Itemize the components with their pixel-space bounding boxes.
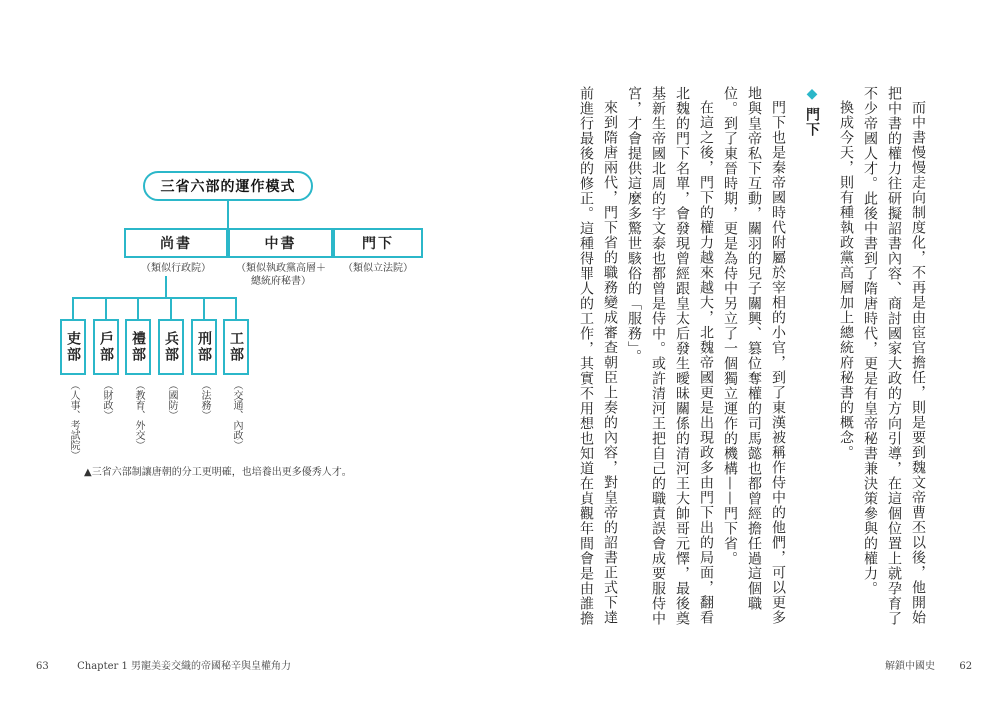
ministry-box-li: 吏部: [60, 319, 86, 375]
section-title: 門下: [804, 107, 820, 137]
department-note-menxia: （類似立法院）: [343, 263, 413, 274]
ministry-box-rites: 禮部: [125, 319, 151, 375]
paragraph: 門下也是秦帝國時代附屬於宰相的小官，到了東漢被稱作侍中的他們，可以更多地與皇帝私下互動，關羽的兒子關興、篡位奪權的司馬懿也都曾經擔任過這個職位。到了東晉時期，更是為侍中另立了一個獨立運作的機構——門下省。: [722, 86, 786, 625]
paragraph: 來到隋唐兩代，門下省的職務變成審查朝臣上奏的內容，對皇帝的詔書正式下達前進行最後的修正。這種得罪人的工作，其實不用想也知道在貞觀年間會是由誰擔: [578, 86, 618, 626]
ministry-note-li: （人事、考試院）: [68, 380, 79, 460]
ministry-box-works: 工部: [223, 319, 249, 375]
connector-line: [235, 297, 237, 319]
ministry-box-war: 兵部: [158, 319, 184, 375]
diagram-title: 三省六部的運作模式: [143, 171, 313, 201]
book-title: 解鎖中國史: [885, 661, 935, 672]
paragraph: 在這之後，門下的權力越來越大，北魏帝國更是出現政多由門下出的局面，翻看北魏的門下名單，會發現曾經跟皇太后發生曖昧關係的清河王大帥哥元懌，最後奠基新生帝國北周的宇文泰也都曾是侍中。或許清河王把自己的職責誤會成要服侍中宮，才會提供這麼多驚世駭俗的「服務」。: [626, 86, 714, 626]
section-heading: [800, 86, 824, 636]
connector-line: [227, 201, 229, 228]
ministry-note-justice: （法務）: [199, 380, 210, 420]
department-box-menxia: 門下: [333, 228, 423, 258]
connector-line: [72, 297, 236, 299]
diamond-icon: ◆: [804, 86, 820, 103]
department-box-zhongshu: 中書: [228, 228, 333, 258]
footer-left: [36, 657, 291, 672]
connector-line: [72, 297, 74, 319]
connector-line: [170, 297, 172, 319]
page-number-right: 62: [959, 661, 973, 672]
footer-right: [885, 657, 972, 672]
ministry-note-war: （國防）: [166, 380, 177, 420]
ministry-note-works: （交通、內政）: [231, 380, 242, 450]
department-box-shangshu: 尚書: [124, 228, 228, 258]
connector-line: [165, 276, 167, 298]
body-text: [578, 86, 930, 636]
connector-line: [203, 297, 205, 319]
page-number-left: 63: [36, 661, 49, 672]
department-note-shangshu: （類似行政院）: [141, 263, 211, 274]
chapter-title: Chapter 1 男寵美妾交織的帝國秘辛與皇權角力: [77, 661, 292, 672]
connector-line: [137, 297, 139, 319]
paragraph: 換成今天，則有種執政黨高層加上總統府秘書的概念。: [838, 100, 854, 460]
paragraph: 而中書慢慢走向制度化，不再是由宦官擔任，則是要到魏文帝曹丕以後，他開始把中書的權力往研擬詔書內容、商討國家大政的方向引導，在這個位置上就孕育了不少帝國人才。此後中書到了隋唐時代，更是有皇帝秘書兼決策參與的權力。: [862, 86, 926, 626]
connector-line: [105, 297, 107, 319]
ministry-box-hu: 戶部: [93, 319, 119, 375]
ministry-note-rites: （教育、外交）: [133, 380, 144, 450]
department-note-zhongshu: （類似執政黨高層＋ 總統府秘書）: [236, 263, 326, 287]
diagram-caption: ▲三省六部制讓唐朝的分工更明確，也培養出更多優秀人才。: [84, 467, 352, 478]
ministry-note-hu: （財政）: [101, 380, 112, 420]
ministry-box-justice: 刑部: [191, 319, 217, 375]
